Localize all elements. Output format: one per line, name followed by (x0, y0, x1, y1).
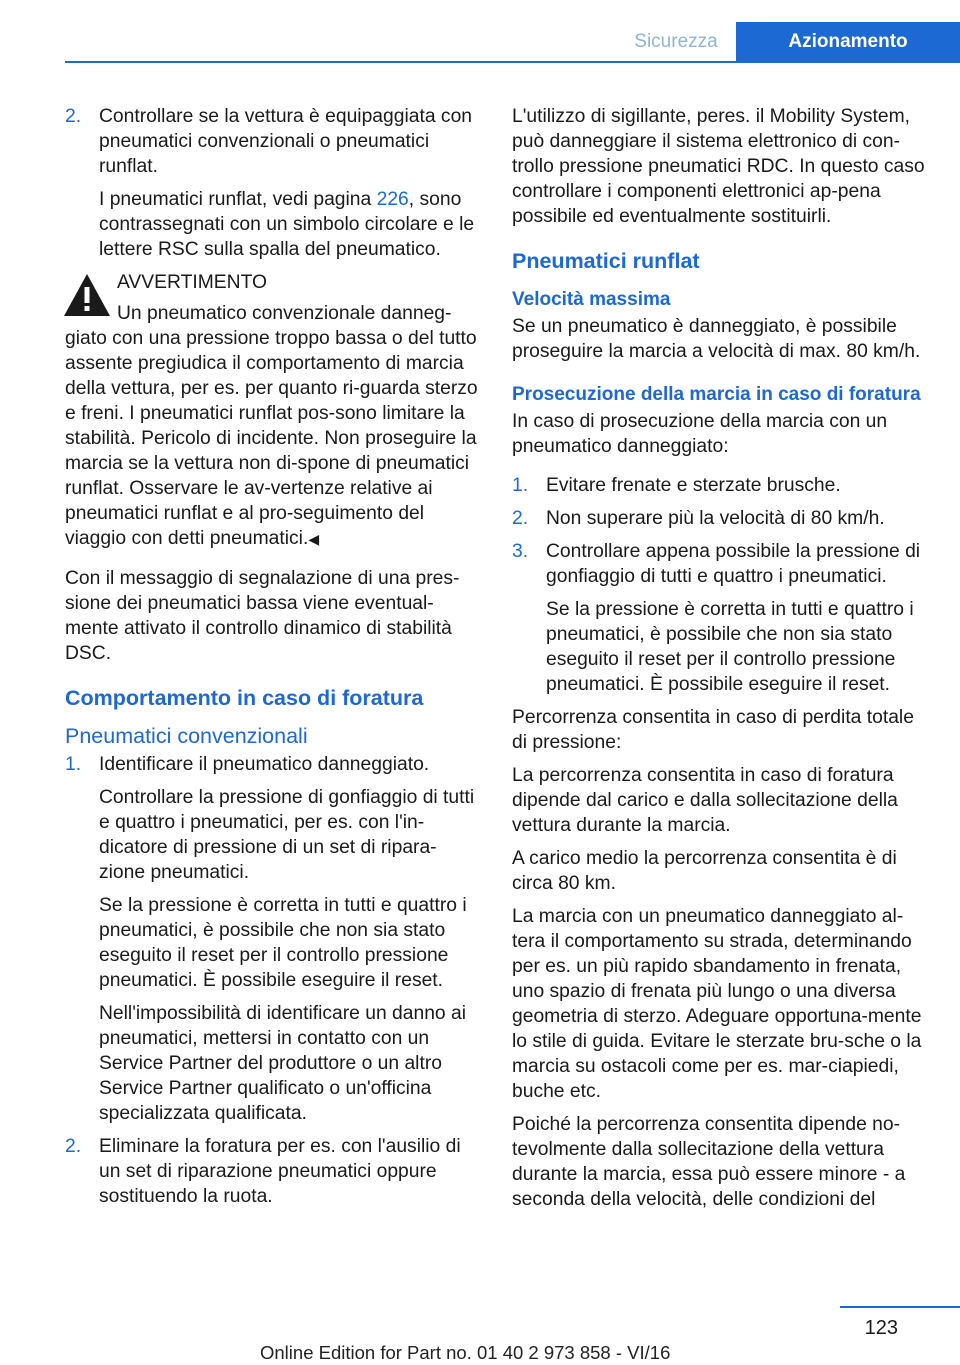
paragraph: La marcia con un pneumatico danneggiato al-tera il comportamento su strada, determinando per es. un più rapido sbandamento in frenata, uno spazio di frenata più lungo o una diversa geometria di sterzo. Adeguare opportuna-mente lo stile di guida. Evitare le sterzate bru-sche o la marcia su ostacoli come per es. mar-ciapiedi, buche etc. (512, 906, 922, 1102)
right-column (512, 104, 928, 1220)
tab-azionamento[interactable]: Azionamento (736, 22, 960, 62)
edition-footer: Online Edition for Part no. 01 40 2 973 858 - VI/16 (260, 1342, 671, 1363)
paragraph: Con il messaggio di segnalazione di una pres-sione dei pneumatici bassa viene eventual-mente attivato il controllo dinamico di stabilità DSC. (65, 568, 460, 664)
paragraph: L'utilizzo di sigillante, peres. il Mobility System, può danneggiare il sistema elettronico di con-trollo pressione pneumatici RDC. In questo caso controllare i componenti elettronici ap-pena possibile ed eventualmente sostituirli. (512, 106, 925, 227)
paragraph: Poiché la percorrenza consentita dipende no-tevolmente dalla sollecitazione della vettura durante la marcia, essa può essere minore - a seconda della velocità, delle condizioni del (512, 1114, 906, 1210)
paragraph: Non superare più la velocità di 80 km/h. (546, 508, 885, 529)
paragraph: Controllare se la vettura è equipaggiata con pneumatici convenzionali o pneumatici runflat. (99, 106, 473, 177)
paragraph: Evitare frenate e sterzate brusche. (546, 475, 841, 496)
heading-prosecuzione: Prosecuzione della marcia in caso di foratura (512, 384, 921, 405)
list-number: 2. (65, 106, 82, 127)
list-number: 2. (512, 508, 529, 529)
page-number: 123 (864, 1317, 898, 1339)
list-item (65, 1134, 479, 1209)
paragraph: Percorrenza consentita in caso di perdita totale di pressione: (512, 707, 914, 753)
paragraph: Se la pressione è corretta in tutti e quattro i pneumatici, è possibile che non sia stato eseguito il reset per il controllo pressione pneumatici. È possibile eseguire il reset. (99, 895, 467, 991)
text: I pneumatici runflat, vedi pagina (99, 189, 377, 210)
warning-block (65, 270, 479, 552)
heading-velocita-massima: Velocità massima (512, 289, 671, 310)
list-number: 2. (65, 1136, 82, 1157)
end-mark-icon: ◀ (308, 531, 320, 547)
paragraph: Controllare la pressione di gonfiaggio di tutti e quattro i pneumatici, per es. con l'in-dicatore di pressione di un set di ripara-zione pneumatici. (99, 787, 475, 883)
paragraph: La percorrenza consentita in caso di foratura dipende dal carico e dalla sollecitazione della vettura durante la marcia. (512, 765, 898, 836)
list-item (512, 506, 928, 531)
list-item (65, 752, 479, 1126)
warning-text (65, 326, 479, 552)
heading-pneumatici-convenzionali: Pneumatici convenzionali (65, 724, 308, 748)
paragraph: Identificare il pneumatico danneggiato. (99, 754, 430, 775)
warning-triangle-icon (61, 270, 113, 322)
warning-text-first: Un pneumatico convenzionale danneg- (117, 303, 452, 324)
warning-title: AVVERTIMENTO (117, 272, 267, 293)
text: , sono contrassegnati con un simbolo circolare e le lettere RSC sulla spalla del pneumatico. (99, 189, 475, 260)
paragraph: Se un pneumatico è danneggiato, è possibile proseguire la marcia a velocità di max. 80 km/h. (512, 316, 921, 362)
list-item (65, 104, 479, 262)
paragraph (99, 187, 479, 262)
paragraph: A carico medio la percorrenza consentita è di circa 80 km. (512, 848, 897, 894)
heading-foratura: Comportamento in caso di foratura (65, 686, 424, 710)
list-item (512, 473, 928, 498)
paragraph: Nell'impossibilità di identificare un danno ai pneumatici, mettersi in contatto con un Service Partner del produttore o un altro Service Partner qualificato o un'officina specializzata qualificata. (99, 1003, 467, 1124)
paragraph: In caso di prosecuzione della marcia con un pneumatico danneggiato: (512, 411, 888, 457)
list-number: 3. (512, 541, 529, 562)
list-number: 1. (512, 475, 529, 496)
list-number: 1. (65, 754, 82, 775)
left-column (65, 104, 479, 1217)
header-rule (65, 61, 960, 63)
heading-pneumatici-runflat: Pneumatici runflat (512, 249, 700, 273)
list-item (512, 539, 928, 697)
paragraph: Eliminare la foratura per es. con l'ausilio di un set di riparazione pneumatici oppure sostituendo la ruota. (99, 1136, 461, 1207)
tab-sicurezza[interactable]: Sicurezza (634, 31, 718, 52)
page-link-226[interactable]: 226 (376, 189, 409, 210)
paragraph: Controllare appena possibile la pressione di gonfiaggio di tutti e quattro i pneumatici. (546, 541, 921, 587)
footer-rule (840, 1306, 960, 1308)
paragraph: Se la pressione è corretta in tutti e quattro i pneumatici, è possibile che non sia stato eseguito il reset per il controllo pressione pneumatici. È possibile eseguire il reset. (546, 599, 914, 695)
text: giato con una pressione troppo bassa o del tutto assente pregiudica il comportamento di marcia della vettura, per es. per quanto ri-guarda sterzo e freni. I pneumatici runflat pos-sono limitare la stabilità. Pericolo di incidente. Non proseguire la marcia se la vettura non di-spone di pneumatici runflat. Osservare le av-vertenze relative ai pneumatici runflat e al pro-seguimento del viaggio con detti pneumatici. (65, 328, 478, 549)
